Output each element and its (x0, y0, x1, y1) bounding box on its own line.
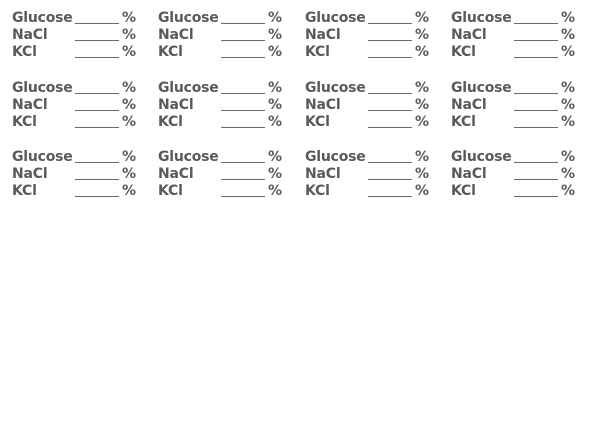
percent-sign: % (122, 44, 137, 60)
label-line (158, 10, 288, 27)
fill-in-blank (514, 196, 558, 197)
label-line (158, 149, 288, 166)
solute-name: NaCl (12, 27, 48, 43)
solute-name: NaCl (451, 97, 487, 113)
solute-name: Glucose (451, 10, 512, 26)
fill-in-blank (221, 23, 265, 24)
label-line (158, 183, 288, 200)
percent-sign: % (268, 44, 283, 60)
label-line (12, 80, 142, 97)
label-line (451, 97, 581, 114)
label-line (158, 97, 288, 114)
fill-in-blank (75, 110, 119, 111)
solute-name: KCl (451, 183, 476, 199)
fill-in-blank (368, 57, 412, 58)
fill-in-blank (368, 196, 412, 197)
solute-name: NaCl (305, 27, 341, 43)
label-line (12, 10, 142, 27)
percent-sign: % (415, 80, 430, 96)
label-line (158, 27, 288, 44)
solute-name: KCl (305, 183, 330, 199)
solute-name: Glucose (451, 149, 512, 165)
solute-name: KCl (305, 44, 330, 60)
percent-sign: % (561, 44, 576, 60)
fill-in-blank (221, 162, 265, 163)
percent-sign: % (561, 114, 576, 130)
label-line (451, 114, 581, 131)
percent-sign: % (561, 97, 576, 113)
label-line (12, 44, 142, 61)
percent-sign: % (122, 10, 137, 26)
fill-in-blank (221, 57, 265, 58)
percent-sign: % (415, 97, 430, 113)
solute-name: KCl (158, 44, 183, 60)
percent-sign: % (122, 183, 137, 199)
solute-name: KCl (451, 44, 476, 60)
percent-sign: % (415, 10, 430, 26)
solute-name: Glucose (305, 10, 366, 26)
solute-name: Glucose (12, 149, 73, 165)
solute-name: Glucose (12, 10, 73, 26)
percent-sign: % (561, 183, 576, 199)
fill-in-blank (75, 23, 119, 24)
fill-in-blank (368, 93, 412, 94)
label-line (12, 149, 142, 166)
solute-name: KCl (305, 114, 330, 130)
label-line (451, 10, 581, 27)
percent-sign: % (268, 80, 283, 96)
label-line (158, 44, 288, 61)
label-line (12, 97, 142, 114)
fill-in-blank (221, 179, 265, 180)
solute-name: Glucose (158, 10, 219, 26)
label-line (451, 27, 581, 44)
percent-sign: % (268, 183, 283, 199)
fill-in-blank (514, 179, 558, 180)
fill-in-blank (368, 127, 412, 128)
percent-sign: % (268, 10, 283, 26)
percent-sign: % (268, 27, 283, 43)
fill-in-blank (75, 179, 119, 180)
fill-in-blank (221, 110, 265, 111)
solute-name: KCl (158, 114, 183, 130)
percent-sign: % (122, 166, 137, 182)
percent-sign: % (561, 166, 576, 182)
fill-in-blank (368, 179, 412, 180)
solute-name: NaCl (12, 166, 48, 182)
fill-in-blank (514, 57, 558, 58)
fill-in-blank (514, 110, 558, 111)
fill-in-blank (514, 40, 558, 41)
solute-name: NaCl (158, 97, 194, 113)
percent-sign: % (415, 114, 430, 130)
solute-name: Glucose (158, 80, 219, 96)
solute-name: NaCl (451, 27, 487, 43)
label-line (158, 114, 288, 131)
percent-sign: % (122, 114, 137, 130)
label-line (451, 183, 581, 200)
fill-in-blank (514, 23, 558, 24)
solute-name: KCl (12, 114, 37, 130)
solute-name: NaCl (158, 166, 194, 182)
label-line (158, 166, 288, 183)
solute-name: Glucose (305, 149, 366, 165)
solute-name: NaCl (158, 27, 194, 43)
label-line (305, 97, 435, 114)
fill-in-blank (221, 93, 265, 94)
label-line (12, 27, 142, 44)
solute-name: Glucose (305, 80, 366, 96)
label-line (12, 166, 142, 183)
label-sheet (0, 0, 600, 199)
solute-name: Glucose (158, 149, 219, 165)
label-line (305, 10, 435, 27)
fill-in-blank (75, 162, 119, 163)
label-line (12, 114, 142, 131)
fill-in-blank (75, 127, 119, 128)
fill-in-blank (221, 40, 265, 41)
percent-sign: % (122, 149, 137, 165)
solute-name: NaCl (451, 166, 487, 182)
label-line (451, 149, 581, 166)
solute-name: Glucose (12, 80, 73, 96)
percent-sign: % (268, 166, 283, 182)
solute-name: KCl (451, 114, 476, 130)
fill-in-blank (368, 23, 412, 24)
percent-sign: % (561, 10, 576, 26)
percent-sign: % (415, 44, 430, 60)
fill-in-blank (368, 110, 412, 111)
solute-name: KCl (12, 44, 37, 60)
fill-in-blank (221, 196, 265, 197)
label-line (305, 183, 435, 200)
label-line (305, 27, 435, 44)
label-line (305, 166, 435, 183)
label-line (451, 80, 581, 97)
fill-in-blank (75, 57, 119, 58)
percent-sign: % (415, 166, 430, 182)
label-line (305, 44, 435, 61)
percent-sign: % (122, 80, 137, 96)
percent-sign: % (561, 149, 576, 165)
solute-name: NaCl (305, 166, 341, 182)
percent-sign: % (415, 183, 430, 199)
solute-name: KCl (158, 183, 183, 199)
fill-in-blank (75, 40, 119, 41)
label-line (305, 114, 435, 131)
solute-name: KCl (12, 183, 37, 199)
solute-name: Glucose (451, 80, 512, 96)
solute-name: NaCl (305, 97, 341, 113)
percent-sign: % (415, 149, 430, 165)
solute-name: NaCl (12, 97, 48, 113)
fill-in-blank (221, 127, 265, 128)
percent-sign: % (561, 80, 576, 96)
percent-sign: % (561, 27, 576, 43)
fill-in-blank (75, 93, 119, 94)
label-line (451, 166, 581, 183)
fill-in-blank (514, 162, 558, 163)
fill-in-blank (514, 127, 558, 128)
label-line (158, 80, 288, 97)
percent-sign: % (268, 97, 283, 113)
percent-sign: % (122, 27, 137, 43)
percent-sign: % (268, 114, 283, 130)
percent-sign: % (268, 149, 283, 165)
percent-sign: % (415, 27, 430, 43)
percent-sign: % (122, 97, 137, 113)
label-line (305, 149, 435, 166)
label-line (451, 44, 581, 61)
label-line (12, 183, 142, 200)
fill-in-blank (368, 162, 412, 163)
fill-in-blank (75, 196, 119, 197)
fill-in-blank (368, 40, 412, 41)
label-line (305, 80, 435, 97)
fill-in-blank (514, 93, 558, 94)
